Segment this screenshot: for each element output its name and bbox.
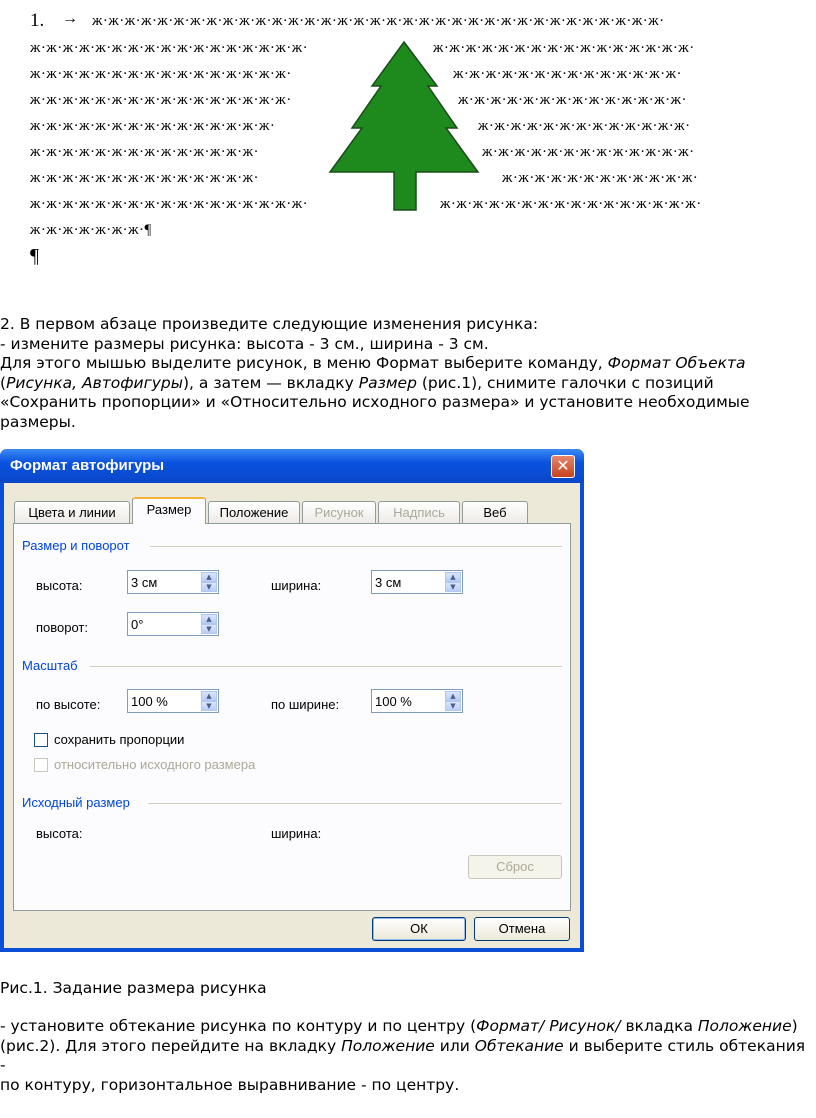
sample-line-right: ж·ж·ж·ж·ж·ж·ж·ж·ж·ж·ж·ж·ж· [478,118,691,134]
close-button[interactable] [551,455,575,478]
group-divider [90,666,562,667]
tree-polygon [330,42,478,210]
spin-down-icon[interactable]: ▼ [445,701,461,711]
spin-up-icon[interactable]: ▲ [445,691,461,701]
tab-position[interactable]: Положение [208,501,300,523]
keep-ratio-label[interactable]: сохранить пропорции [54,732,185,747]
instruction-line: 2. В первом абзаце произведите следующие изменения рисунка: [0,315,539,333]
format-autoshape-dialog [0,449,584,952]
size-panel [13,523,571,911]
sample-line-left: ж·ж·ж·ж·ж·ж·ж·ж·ж·ж·ж·ж·ж·ж· [30,144,260,160]
rotation-stepper[interactable] [127,612,219,636]
sample-last-line: ж·ж·ж·ж·ж·ж·ж·¶ [30,222,152,238]
group-divider [148,803,562,804]
scale-width-label: по ширине: [271,697,340,712]
spin-up-icon[interactable]: ▲ [201,572,217,582]
spin-down-icon[interactable]: ▼ [201,624,217,634]
instruction-line: - установите обтекание рисунка по контуру и по центру (Формат/ Рисунок/ вкладка Положение) [0,1017,798,1035]
sample-line-left: ж·ж·ж·ж·ж·ж·ж·ж·ж·ж·ж·ж·ж·ж·ж·ж·ж· [30,40,309,56]
scale-height-value: 100 % [131,694,168,709]
height-stepper[interactable] [127,570,219,594]
instruction-line: по контуру, горизонтальное выравнивание - по центру. [0,1075,460,1094]
sample-line-left: ж·ж·ж·ж·ж·ж·ж·ж·ж·ж·ж·ж·ж·ж·ж·ж·ж· [30,196,309,212]
instruction-line: Для этого мышью выделите рисунок, в меню Формат выберите команду, Формат Объекта [0,354,746,372]
scale-width-stepper[interactable] [371,689,463,713]
sample-line-left: ж·ж·ж·ж·ж·ж·ж·ж·ж·ж·ж·ж·ж·ж·ж· [30,118,276,134]
height-value: 3 см [131,575,158,590]
instruction-paragraph [0,315,810,432]
instruction-line: (Рисунка, Автофигуры), а затем — вкладку Размер (рис.1), снимите галочки с позиций [0,373,714,392]
scale-height-label: по высоте: [36,697,101,712]
sample-line-right: ж·ж·ж·ж·ж·ж·ж·ж·ж·ж·ж·ж· [502,170,699,186]
spin-up-icon[interactable]: ▲ [445,572,461,582]
width-stepper[interactable] [371,570,463,594]
height-label: высота: [36,578,83,593]
tab-colors-lines[interactable]: Цвета и линии [14,501,130,523]
rotation-value: 0° [131,617,144,632]
original-height-label: высота: [36,826,83,841]
original-width-label: ширина: [271,826,322,841]
keep-ratio-checkbox[interactable] [34,733,48,747]
group-scale: Масштаб [22,658,78,673]
tab-size[interactable]: Размер [132,497,206,524]
tab-arrow: → [62,10,78,27]
group-size-rotation: Размер и поворот [22,538,130,553]
sample-line-left: ж·ж·ж·ж·ж·ж·ж·ж·ж·ж·ж·ж·ж·ж·ж·ж· [30,66,292,82]
width-label: ширина: [271,578,322,593]
sample-line: ж·ж·ж·ж·ж·ж·ж·ж·ж·ж·ж·ж·ж·ж·ж·ж·ж·ж·ж·ж·ж·ж·ж·ж·ж·ж·ж·ж·ж·ж·ж·ж·ж·ж·ж· [92,13,665,29]
tab-textbox[interactable]: Надпись [378,501,460,523]
instruction-line: (рис.2). Для этого перейдите на вкладку Положение или Обтекание и выберите стиль обтекания - [0,1036,806,1074]
list-number: 1. [30,10,45,31]
dialog-body [4,483,580,948]
tree-shape[interactable] [326,38,500,216]
spin-down-icon[interactable]: ▼ [201,582,217,592]
sample-line-right: ж·ж·ж·ж·ж·ж·ж·ж·ж·ж·ж·ж·ж·ж·ж·ж· [433,40,695,56]
figure-caption: Рис.1. Задание размера рисунка [0,979,267,997]
instruction-line: - измените размеры рисунка: высота - 3 см., ширина - 3 см. [0,334,489,353]
tab-picture[interactable]: Рисунок [302,501,376,523]
sample-line-right: ж·ж·ж·ж·ж·ж·ж·ж·ж·ж·ж·ж·ж· [482,144,695,160]
scale-width-value: 100 % [375,694,412,709]
sample-line-right: ж·ж·ж·ж·ж·ж·ж·ж·ж·ж·ж·ж·ж·ж·ж·ж· [440,196,702,212]
cancel-button[interactable]: Отмена [474,917,570,941]
ok-button[interactable]: ОК [372,917,466,941]
instruction-paragraph [0,1017,810,1095]
spin-up-icon[interactable]: ▲ [201,691,217,701]
sample-line-left: ж·ж·ж·ж·ж·ж·ж·ж·ж·ж·ж·ж·ж·ж· [30,170,260,186]
pilcrow: ¶ [30,245,40,267]
relative-size-label[interactable]: относительно исходного размера [54,757,256,772]
instruction-line: «Сохранить пропорции» и «Относительно исходного размера» и установите необходимые [0,393,750,411]
dialog-title: Формат автофигуры [10,457,165,474]
sample-line-right: ж·ж·ж·ж·ж·ж·ж·ж·ж·ж·ж·ж·ж·ж· [458,92,688,108]
spin-up-icon[interactable]: ▲ [201,614,217,624]
instruction-line: размеры. [0,412,76,431]
group-original-size: Исходный размер [22,795,130,810]
reset-button[interactable]: Сброс [468,855,562,879]
group-divider [150,546,562,547]
tab-web[interactable]: Веб [462,501,528,523]
sample-line-right: ж·ж·ж·ж·ж·ж·ж·ж·ж·ж·ж·ж·ж·ж· [453,66,683,82]
scale-height-stepper[interactable] [127,689,219,713]
width-value: 3 см [375,575,402,590]
rotation-label: поворот: [36,620,88,635]
relative-size-checkbox[interactable] [34,758,48,772]
spin-down-icon[interactable]: ▼ [445,582,461,592]
sample-line-left: ж·ж·ж·ж·ж·ж·ж·ж·ж·ж·ж·ж·ж·ж·ж·ж· [30,92,292,108]
spin-down-icon[interactable]: ▼ [201,701,217,711]
close-icon: ✕ [556,456,570,475]
